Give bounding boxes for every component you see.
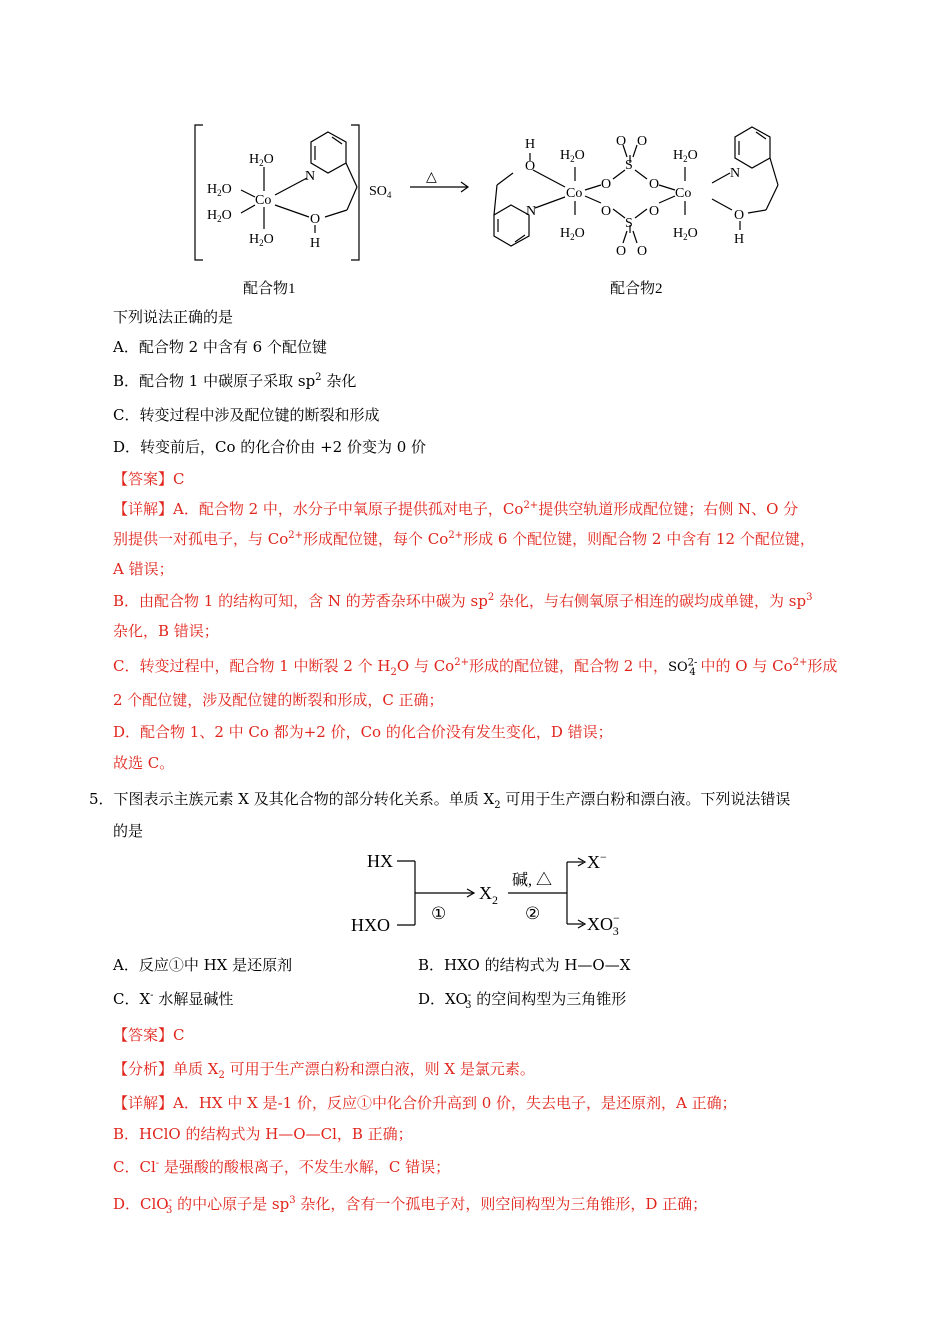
q4-explanation-line7: 2 个配位键，涉及配位键的断裂和形成，C 正确； [113,691,444,709]
svg-text:N: N [526,204,537,219]
q4-explanation-line2: 别提供一对孤电子，与 $Co^{2+}$形成配位键，每个 $Co^{2+}$形成 6 个配位键，则配合物 2 中含有 12 个配位键， [113,530,815,548]
q5-option-b: B．HXO 的结构式为 H—O—X [418,956,631,974]
svg-text:H: H [525,137,536,152]
svg-text:O: O [616,244,627,259]
x2-label: $X_2$ [479,883,498,907]
counter-ion: $SO_4$ [369,184,392,200]
water-ligand-bottom: $H_2O$ [249,232,274,248]
q4-explanation-line5: 杂化，B 错误； [113,622,219,640]
q5-explanation-line2: B．HClO 的结构式为 H—O—Cl，B 正确； [113,1125,413,1143]
complex2-right-ring [700,115,790,255]
svg-text:O: O [616,134,627,149]
q4-stem: 下列说法正确的是 [113,308,234,326]
q4-explanation-line8: D．配合物 1、2 中 Co 都为+2 价，Co 的化合价没有发生变化，D 错误； [113,723,613,741]
svg-text:O: O [649,177,660,192]
q5-stem: 5．下图表示主族元素 X 及其化合物的部分转化关系。单质 $X_2$ 可用于生产漂白粉和漂白液。下列说法错误 [89,790,791,811]
water-ligand-top: $H_2O$ [249,152,274,168]
q4-option-a: A．配合物 2 中含有 6 个配位键 [113,338,327,356]
product1-label: X− [587,850,607,872]
water-ligand-left1: $H_2O$ [207,182,232,198]
conversion-diagram [345,848,635,943]
svg-text:H2O: $H_2O$ [560,226,585,242]
svg-text:O: O [637,244,648,259]
q4-option-c: C．转变过程中涉及配位键的断裂和形成 [113,406,380,424]
q4-explanation-line1: 【详解】A．配合物 2 中，水分子中氧原子提供孤对电子，$Co^{2+}$提供空轨道形成配位键；右侧 N、O 分 [113,500,799,518]
q4-explanation-line9: 故选 C。 [113,754,175,772]
heat-symbol: △ [426,170,437,185]
step2-label: ② [525,904,541,923]
q4-option-b: B．配合物 1 中碳原子采取 $sp^2$ 杂化 [113,372,357,390]
hxo-label: HXO [351,915,390,935]
product2-label: XO− 3 [587,911,620,938]
q5-option-d: D．$XO^-_3$ 的空间构型为三角锥形 [418,990,627,1011]
q5-option-a: A．反应①中 HX 是还原剂 [113,956,293,974]
hydroxyl-oxygen: O [310,212,321,227]
svg-text:O: O [525,159,536,174]
svg-text:N: N [730,166,741,181]
q5-analysis: 【分析】单质 $X_2$ 可用于生产漂白粉和漂白液，则 X 是氯元素。 [113,1060,535,1081]
q4-option-d: D．转变前后，Co 的化合价由 +2 价变为 0 价 [113,438,427,456]
svg-text:O: O [637,134,648,149]
svg-text:H: H [734,232,745,247]
pyridine-nitrogen: N [305,169,316,184]
q4-explanation-line6: C．转变过程中，配合物 1 中断裂 2 个 $H_2O$ 与 $Co^{2+}$形成的配位键，配合物 2 中，$SO^{2-}_4$ 中的 O 与 $Co^{2+}$形成 [113,657,838,678]
complex-conversion-figure [185,115,705,305]
hx-label: HX [367,851,393,871]
svg-text:O: O [649,204,660,219]
q5-stem-line2: 的是 [113,822,144,840]
hydroxyl-hydrogen: H [310,236,321,251]
complex2-caption: 配合物2 [610,281,663,297]
q4-answer: 【答案】C [113,470,185,488]
q5-explanation-line4: D．ClO-$_3$ 的中心原子是 $sp^3$ 杂化，含有一个孤电子对，则空间构型为三角锥形，D 正确； [113,1195,708,1216]
svg-text:O: O [601,204,612,219]
q5-explanation-line3: C．Cl- 是强酸的酸根离子，不发生水解，C 错误； [113,1158,451,1176]
q5-answer: 【答案】C [113,1026,185,1044]
svg-text:H2O: $H_2O$ [673,226,698,242]
cobalt-center-2a: Co [566,186,583,201]
step1-label: ① [431,904,447,923]
complex1-caption: 配合物1 [243,281,296,297]
svg-text:O: O [734,208,745,223]
svg-text:H2O: $H_2O$ [673,148,698,164]
water-ligand-left2: $H_2O$ [207,208,232,224]
svg-text:S: S [625,216,633,231]
q4-explanation-line4: B．由配合物 1 的结构可知，含 N 的芳香杂环中碳为 $sp^2$ 杂化，与右侧氧原子相连的碳均成单键，为 $sp^3$ [113,592,813,610]
cobalt-center-1: Co [255,193,272,208]
condition-label: 碱, △ [512,872,553,889]
q5-option-c: C．X- 水解显碱性 [113,990,234,1008]
svg-text:S: S [625,158,633,173]
q4-explanation-line3: A 错误； [113,560,174,578]
svg-text:O: O [601,177,612,192]
cobalt-center-2b: Co [675,186,692,201]
svg-text:H2O: $H_2O$ [560,148,585,164]
q5-explanation-line1: 【详解】A．HX 中 X 是-1 价，反应①中化合价升高到 0 价，失去电子，是还原剂，A 正确； [113,1094,737,1112]
